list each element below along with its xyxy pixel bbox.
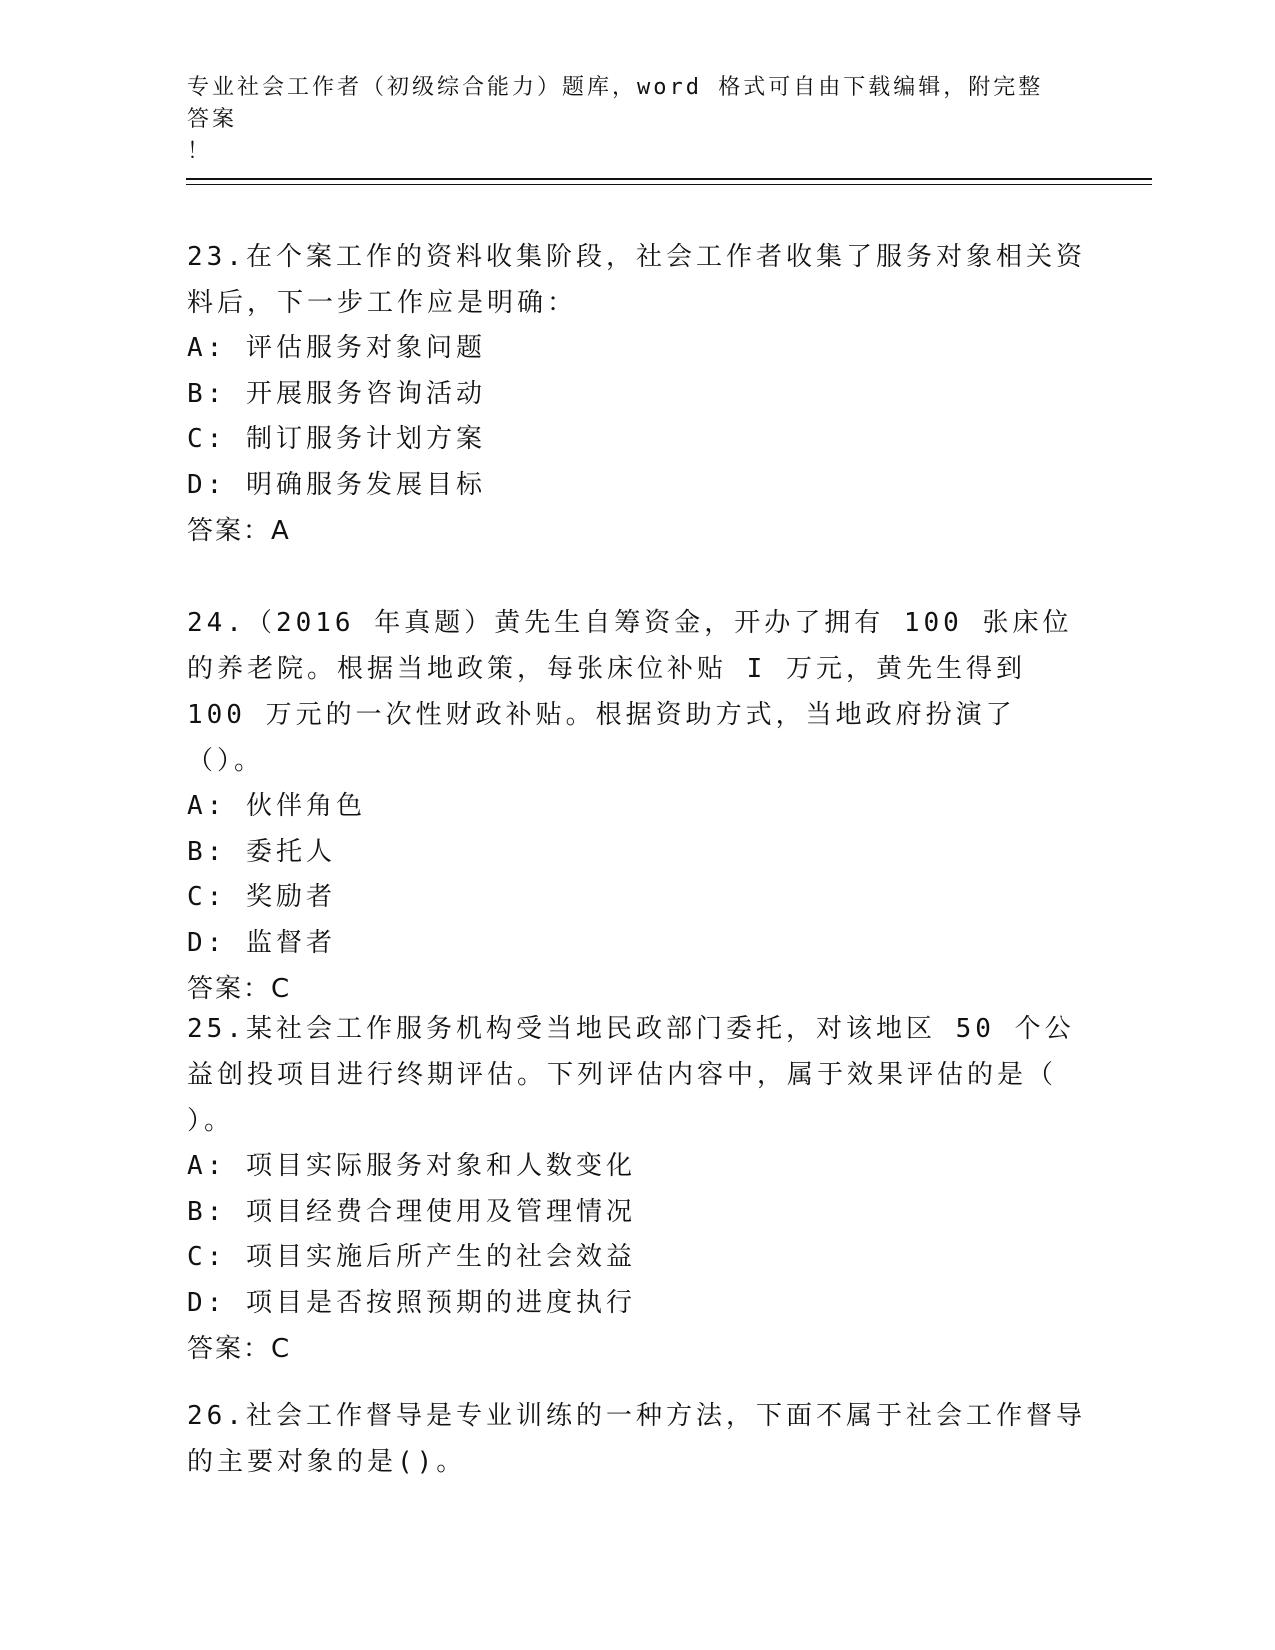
answer: 答案：A (187, 516, 291, 546)
option-d: D: 监督者 (187, 927, 336, 958)
question-stem: 25.某社会工作服务机构受当地民政部门委托，对该地区 50 个公益创投项目进行终期评估。下列评估内容中，属于效果评估的是（ ）。 (187, 1014, 1075, 1136)
question-26 (187, 1393, 1087, 1485)
header-divider-bottom (186, 184, 1152, 185)
question-stem: 26.社会工作督导是专业训练的一种方法，下面不属于社会工作督导的主要对象的是()。 (187, 1401, 1086, 1477)
option-a: A: 评估服务对象问题 (187, 333, 486, 363)
question-24 (187, 600, 1087, 1012)
option-b: B: 委托人 (187, 836, 336, 867)
option-b: B: 开展服务咨询活动 (187, 378, 486, 409)
option-d: D: 项目是否按照预期的进度执行 (187, 1287, 636, 1318)
answer: 答案：C (187, 974, 292, 1004)
question-25 (187, 1006, 1087, 1372)
question-23 (187, 234, 1087, 554)
header-title-line1: 专业社会工作者（初级综合能力）题库，word 格式可自由下载编辑，附完整答案 (187, 75, 1044, 132)
option-a: A: 伙伴角色 (187, 791, 366, 821)
option-c: C: 项目实施后所产生的社会效益 (187, 1242, 636, 1272)
option-b: B: 项目经费合理使用及管理情况 (187, 1196, 636, 1227)
answer: 答案：C (187, 1334, 292, 1364)
option-c: C: 制订服务计划方案 (187, 424, 486, 454)
option-c: C: 奖励者 (187, 882, 336, 912)
header-divider-top (186, 178, 1152, 180)
question-stem: 24.（2016 年真题）黄先生自筹资金，开办了拥有 100 张床位的养老院。根据当地政策，每张床位补贴 I 万元，黄先生得到 100 万元的一次性财政补贴。根据资助方式，当地政府扮演了（）。 (187, 608, 1073, 776)
option-d: D: 明确服务发展目标 (187, 469, 486, 500)
question-stem: 23.在个案工作的资料收集阶段，社会工作者收集了服务对象相关资料后，下一步工作应是明确： (187, 242, 1086, 318)
document-header (187, 72, 1067, 168)
option-a: A: 项目实际服务对象和人数变化 (187, 1151, 636, 1181)
header-title-line2: ！ (187, 139, 213, 164)
